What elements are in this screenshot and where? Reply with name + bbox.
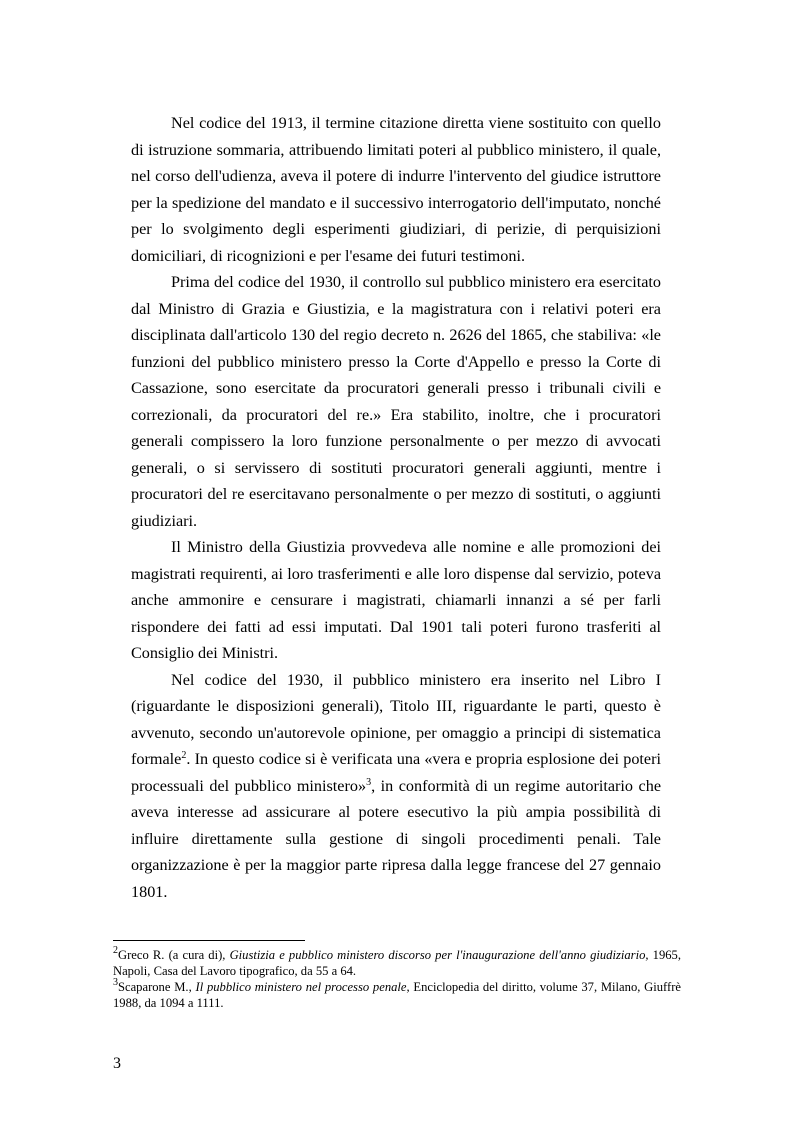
paragraph-text: , in conformità di un regime autoritario che aveva interesse ad assicurare al potere esecutivo la più ampia possibilità di influire direttamente sulla gestione di singoli procedimenti penali. Tale organizzazione è per la maggior parte ripresa dalla legge francese del 27 gennaio 1801. [131,776,661,901]
footnote [113,945,681,979]
footnote-title: Il pubblico ministero nel processo penale, [195,980,410,994]
footnote-number: 2 [113,945,118,956]
page-number: 3 [113,1055,121,1072]
body-text [131,110,661,905]
footnote-text: Enciclopedia del diritto, volume 37, Milano, Giuffrè 1988, da 1094 a 1111. [113,980,681,1010]
paragraph: Il Ministro della Giustizia provvedeva alle nomine e alle promozioni dei magistrati requirenti, ai loro trasferimenti e alle loro dispense dal servizio, poteva anche ammonire e censurare i magistrati, chiamarli innanzi a sé per farli rispondere dei fatti ad essi imputati. Dal 1901 tali poteri furono trasferiti al Consiglio dei Ministri. [131,538,661,662]
paragraph [131,667,661,906]
footnote-title: Giustizia e pubblico ministero discorso per l'inaugurazione dell'anno giudiziario, [229,948,649,962]
footnote-number: 3 [113,977,118,988]
paragraph-text: . In questo codice si è verificata una «vera e propria esplosione dei poteri processuali del pubblico ministero» [131,750,661,795]
footnote-text: 1965, Napoli, Casa del Lavoro tipografico, da 55 a 64. [113,948,681,978]
paragraph: Nel codice del 1913, il termine citazione diretta viene sostituito con quello di istruzione sommaria, attribuendo limitati poteri al pubblico ministero, il quale, nel corso dell'udienza, aveva il potere di indurre l'intervento del giudice istruttore per la spedizione del mandato e il successivo interrogatorio dell'imputato, nonché per lo svolgimento degli esperimenti giudiziari, di perizie, di perquisizioni domiciliari, di ricognizioni e per l'esame dei futuri testimoni. [131,114,661,265]
paragraph: Prima del codice del 1930, il controllo sul pubblico ministero era esercitato dal Ministro di Grazia e Giustizia, e la magistratura con i relativi poteri era disciplinata dall'articolo 130 del regio decreto n. 2626 del 1865, che stabiliva: «le funzioni del pubblico ministero presso la Corte d'Appello e presso la Corte di Cassazione, sono esercitate da procuratori generali presso i tribunali civili e correzionali, da procuratori del re.» Era stabilito, inoltre, che i procuratori generali compissero la loro funzione personalmente o per mezzo di avvocati generali, o si servissero di sostituti procuratori generali aggiunti, mentre i procuratori del re esercitavano personalmente o per mezzo di sostituti, o aggiunti giudiziari. [131,273,661,530]
footnote-text: Scaparone M., [118,980,196,994]
footnote-text: Greco R. (a cura di), [118,948,230,962]
footnote [113,977,681,1011]
paragraph-text: Nel codice del 1930, il pubblico ministero era inserito nel Libro I (riguardante le disposizioni generali), Titolo III, riguardante le parti, questo è avvenuto, secondo un'autorevole opinione, per omaggio a principi di sistematica formale [131,670,661,768]
footnote-reference: 3 [366,776,372,788]
footnotes [113,945,681,1012]
footnote-reference: 2 [181,750,187,761]
footnote-separator [113,940,305,941]
